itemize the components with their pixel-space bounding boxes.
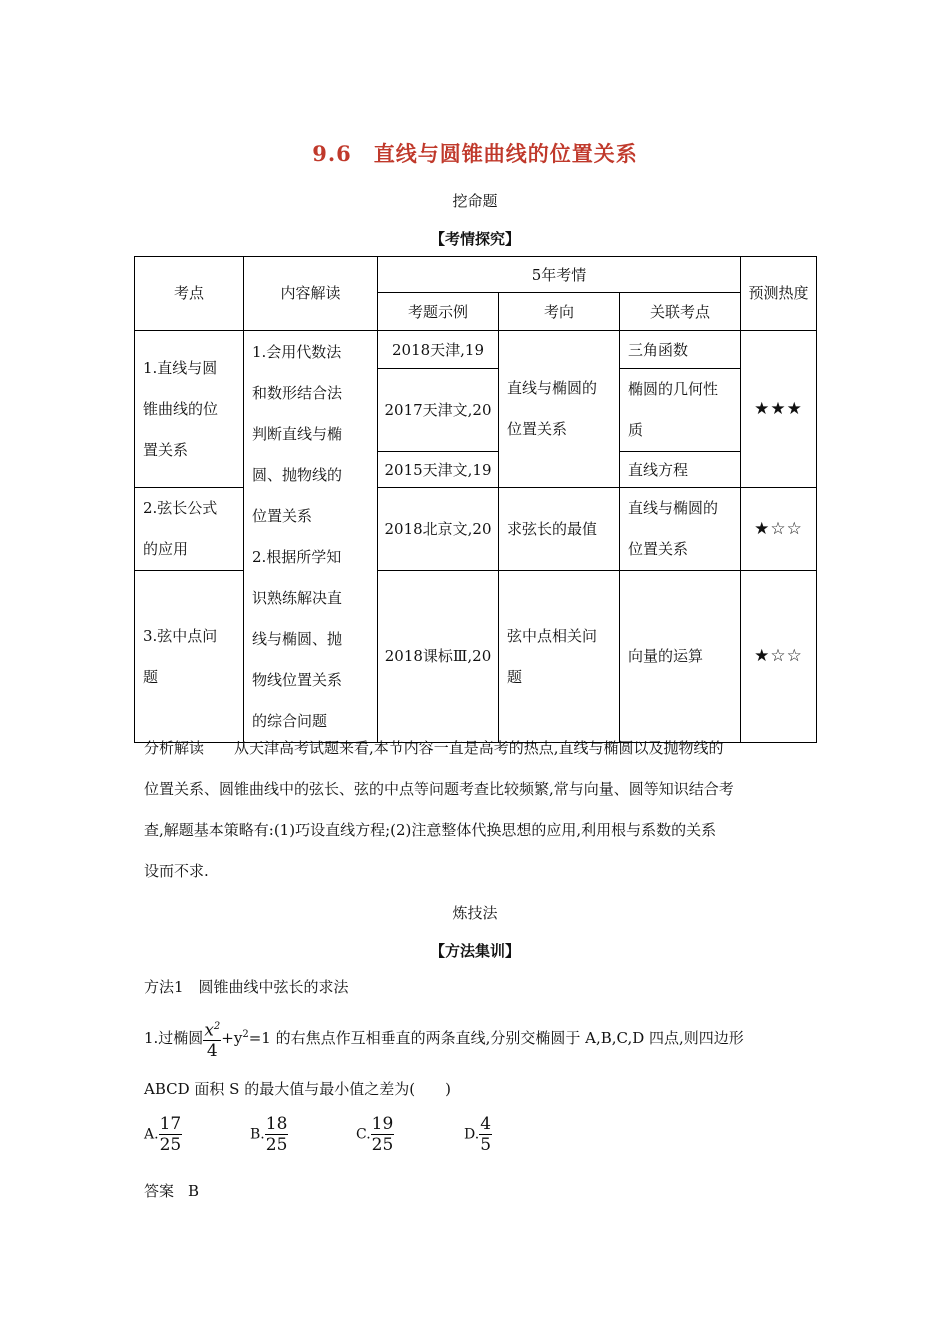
row2-heat-stars: ★☆☆ xyxy=(741,488,817,571)
example-cell: 2018天津,19 xyxy=(378,331,499,369)
option-label: A. xyxy=(144,1126,159,1143)
frac-num: x xyxy=(204,1020,214,1041)
header-related: 关联考点 xyxy=(620,293,741,331)
related-cell: 向量的运算 xyxy=(620,571,741,743)
option-label: C. xyxy=(356,1126,371,1143)
content-line: 识熟练解决直 xyxy=(252,588,343,607)
section-heading-wamingti: 挖命题 xyxy=(452,192,498,210)
option-d[interactable] xyxy=(464,1114,492,1155)
option-c[interactable] xyxy=(356,1114,394,1155)
related-line: 质 xyxy=(628,421,644,439)
problem-prefix: 1.过椭圆 xyxy=(144,1029,204,1047)
option-b[interactable] xyxy=(250,1114,288,1155)
answer-value: B xyxy=(188,1182,200,1200)
direction-line: 题 xyxy=(507,667,523,686)
row2-point-line: 2.弦长公式 xyxy=(143,499,218,517)
page-title: 9.6 直线与圆锥曲线的位置关系 xyxy=(312,141,638,166)
row2-direction: 求弦长的最值 xyxy=(499,488,620,571)
header-point: 考点 xyxy=(135,257,244,331)
row1-direction xyxy=(499,331,620,488)
example-cell: 2017天津文,20 xyxy=(378,369,499,452)
header-direction: 考向 xyxy=(499,293,620,331)
option-num: 18 xyxy=(265,1114,288,1134)
example-cell: 2015天津文,19 xyxy=(378,452,499,488)
analysis-line-2: 位置关系、圆锥曲线中的弦长、弦的中点等问题考查比较频繁,常与向量、圆等知识结合考 xyxy=(144,780,734,798)
header-five-year: 5年考情 xyxy=(378,257,741,293)
option-label: D. xyxy=(464,1126,480,1143)
row1-point-line: 置关系 xyxy=(143,440,189,459)
direction-line: 位置关系 xyxy=(507,420,568,438)
content-line: 2.根据所学知 xyxy=(252,547,342,566)
option-num: 19 xyxy=(371,1114,394,1134)
section-heading-lianjifa: 炼技法 xyxy=(452,904,498,922)
analysis-label: 分析解读 xyxy=(144,739,205,757)
related-line: 位置关系 xyxy=(628,540,689,558)
ellipse-fraction xyxy=(203,1017,221,1062)
problem-line-1 xyxy=(144,1010,824,1063)
option-label: B. xyxy=(250,1126,265,1143)
example-cell: 2018课标Ⅲ,20 xyxy=(378,571,499,743)
row3-point-line: 3.弦中点问 xyxy=(143,626,218,645)
header-content: 内容解读 xyxy=(244,257,378,331)
option-den: 25 xyxy=(371,1135,394,1155)
related-line: 椭圆的几何性 xyxy=(628,380,719,398)
content-line: 圆、抛物线的 xyxy=(252,465,343,484)
subsection-heading-kaoqing: 【考情探究】 xyxy=(429,230,520,248)
related-cell xyxy=(620,488,741,571)
row3-point xyxy=(135,571,244,743)
related-cell: 直线方程 xyxy=(620,452,741,488)
analysis-text: 从天津高考试题来看,本节内容一直是高考的热点,直线与椭圆以及抛物线的 xyxy=(234,739,724,757)
related-cell xyxy=(620,369,741,452)
content-line: 线与椭圆、抛 xyxy=(252,629,343,648)
content-cell xyxy=(244,331,378,743)
problem-line-2: ABCD 面积 S 的最大值与最小值之差为( ) xyxy=(144,1080,451,1098)
example-cell: 2018北京文,20 xyxy=(378,488,499,571)
header-heat: 预测热度 xyxy=(741,257,817,331)
answer-line xyxy=(144,1180,199,1201)
analysis-line-1 xyxy=(144,728,814,769)
content-line: 1.会用代数法 xyxy=(252,342,342,361)
analysis-paragraph xyxy=(144,728,814,892)
analysis-line-3: 查,解题基本策略有:(1)巧设直线方程;(2)注意整体代换思想的应用,利用根与系数的关系 xyxy=(144,821,717,839)
exam-analysis-table xyxy=(134,256,817,743)
row3-heat-stars: ★☆☆ xyxy=(741,571,817,743)
row1-point xyxy=(135,331,244,488)
content-line: 位置关系 xyxy=(252,506,313,525)
row3-point-line: 题 xyxy=(143,667,159,686)
answer-label: 答案 xyxy=(144,1182,175,1200)
method-heading: 方法1 圆锥曲线中弦长的求法 xyxy=(144,978,349,996)
row1-point-line: 锥曲线的位 xyxy=(143,399,219,418)
option-den: 5 xyxy=(480,1135,492,1155)
problem-rest: =1 的右焦点作互相垂直的两条直线,分别交椭圆于 A,B,C,D 四点,则四边形 xyxy=(248,1029,744,1047)
option-num: 4 xyxy=(480,1114,492,1134)
content-line: 和数形结合法 xyxy=(252,383,343,402)
row1-point-line: 1.直线与圆 xyxy=(143,358,218,377)
direction-line: 弦中点相关问 xyxy=(507,626,598,645)
content-line: 判断直线与椭 xyxy=(252,424,343,443)
frac-num-exp: 2 xyxy=(213,1020,221,1032)
subsection-heading-fangfa: 【方法集训】 xyxy=(429,942,520,960)
plus-y: +y xyxy=(221,1029,243,1047)
row2-point-line: 的应用 xyxy=(143,540,189,558)
content-line: 物线位置关系 xyxy=(252,670,343,689)
y-exp: 2 xyxy=(242,1029,249,1040)
row1-heat-stars: ★★★ xyxy=(741,331,817,488)
option-den: 25 xyxy=(159,1135,182,1155)
row3-direction xyxy=(499,571,620,743)
frac-den: 4 xyxy=(206,1041,218,1062)
content-line: 的综合问题 xyxy=(252,711,328,730)
analysis-line-4: 设而不求. xyxy=(144,862,209,880)
header-example: 考题示例 xyxy=(378,293,499,331)
option-den: 25 xyxy=(265,1135,288,1155)
option-num: 17 xyxy=(159,1114,182,1134)
direction-line: 直线与椭圆的 xyxy=(507,379,598,397)
related-line: 直线与椭圆的 xyxy=(628,499,719,517)
row2-point xyxy=(135,488,244,571)
option-a[interactable] xyxy=(144,1114,182,1155)
related-cell: 三角函数 xyxy=(620,331,741,369)
